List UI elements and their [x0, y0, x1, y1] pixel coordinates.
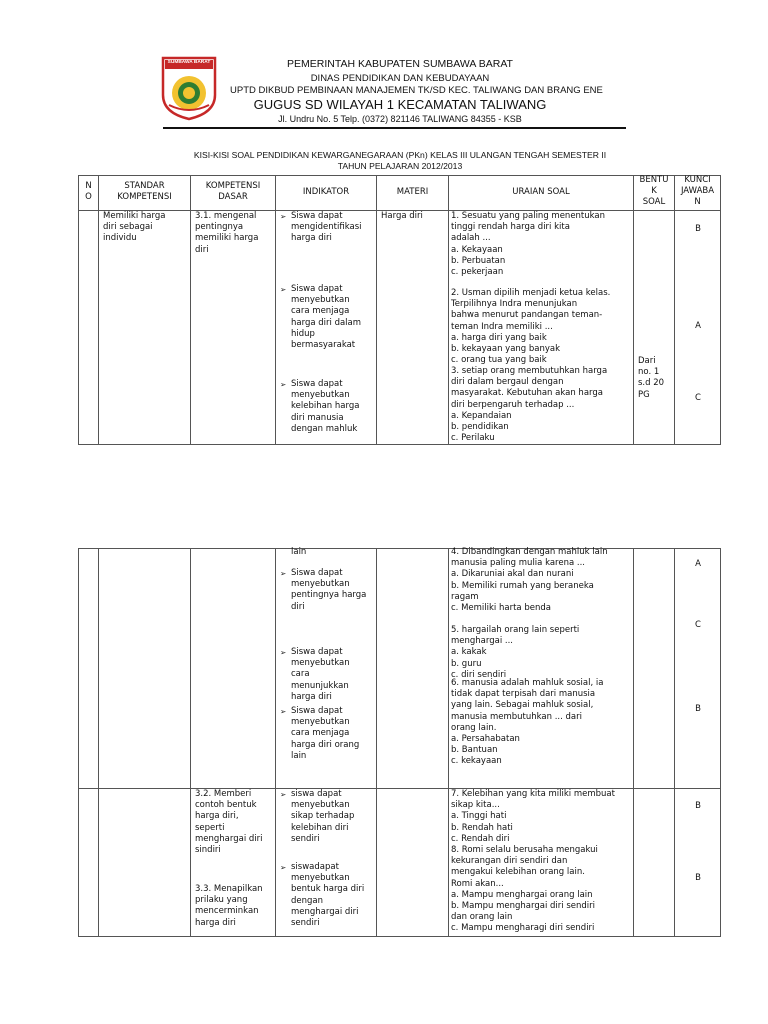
document-title: KISI-KISI SOAL PENDIDIKAN KEWARGANEGARAAN (PKn) KELAS III ULANGAN TENGAH SEMESTER II: [193, 150, 607, 160]
question-4: 4. Dibandingkan dengan mahluk lain manusia paling mulia karena ... a. Dikaruniai akal dan nurani b. Memiliki rumah yang beraneka ragam c. Memiliki harta benda: [451, 547, 608, 614]
answer-key: C: [695, 393, 701, 403]
header-no: N O: [85, 181, 92, 202]
answer-key: B: [695, 224, 701, 234]
bentuk-soal-text: Dari no. 1 s.d 20 PG: [638, 356, 665, 400]
indicator-item: ➢ Siswa dapat mengidentifikasi harga diri: [291, 211, 371, 245]
question-3: 3. setiap orang membutuhkan harga diri dalam bergaul dengan masyarakat. Kebutuhan akan harga diri berpengaruh terhadap ... a. Kepandaian b. pendidikan c. Perilaku: [451, 366, 608, 444]
letterhead-rule: [163, 127, 626, 129]
question-5: 5. hargailah orang lain seperti menghargai ... a. kakak b. guru c. diri sendiri: [451, 625, 580, 680]
answer-key: A: [695, 559, 701, 569]
header-materi: MATERI: [396, 187, 429, 197]
answer-key: B: [695, 704, 701, 714]
question-1: 1. Sesuatu yang paling menentukan tinggi rendah harga diri kita adalah ... a. Kekayaan b. Perbuatan c. pekerjaan: [451, 211, 606, 278]
header-uraian-soal: URAIAN SOAL: [512, 187, 570, 197]
indicator-item: ➢ Siswa dapat menyebutkan cara menjaga harga diri orang lain: [291, 706, 371, 762]
document-year: TAHUN PELAJARAN 2012/2013: [337, 161, 463, 171]
header-kompetensi-dasar: KOMPETENSI DASAR: [205, 181, 261, 202]
indicator-item: ➢ Siswa dapat menyebutkan pentingnya harga diri: [291, 568, 371, 613]
indicator-item: ➢ siswadapat menyebutkan bentuk harga diri dengan menghargai diri sendiri: [291, 862, 371, 929]
indicator-item: ➢ Siswa dapat menyebutkan kelebihan harga diri manusia dengan mahluk: [291, 379, 371, 435]
indicator-item: ➢ siswa dapat menyebutkan sikap terhadap kelebihan diri sendiri: [291, 789, 371, 845]
answer-key: B: [695, 801, 701, 811]
kompetensi-dasar-3-1: 3.1. mengenal pentingnya memiliki harga diri: [195, 211, 259, 255]
question-7: 7. Kelebihan yang kita miliki membuat sikap kita... a. Tinggi hati b. Rendah hati c. Rendah diri: [451, 789, 615, 844]
indicator-item: ➢ Siswa dapat menyebutkan cara menunjukkan harga diri: [291, 647, 371, 703]
indicator-item: ➢ Siswa dapat menyebutkan cara menjaga harga diri dalam hidup bermasyarakat: [291, 284, 371, 351]
answer-key: B: [695, 873, 701, 883]
indicator-continued: lain: [291, 547, 307, 557]
letterhead-line-2: DINAS PENDIDIKAN DAN KEBUDAYAAN: [310, 73, 490, 84]
letterhead-line-1: PEMERINTAH KABUPATEN SUMBAWA BARAT: [287, 58, 513, 70]
standar-kompetensi-text: Memiliki harga diri sebagai individu: [103, 211, 166, 244]
logo-text: SUMBAWA BARAT: [167, 60, 211, 65]
header-kunci-jawaban: KUNCI JAWABA N: [680, 175, 715, 207]
materi-text: Harga diri: [381, 211, 423, 221]
header-standar-kompetensi: STANDAR KOMPETENSI: [117, 181, 172, 202]
question-2: 2. Usman dipilih menjadi ketua kelas. Terpilihnya Indra menunjukan bahwa menurut pandangan teman- teman Indra memiliki ... a. harga diri yang baik b. kekayaan yang banyak c. orang tua yang baik: [451, 288, 611, 366]
letterhead-line-3: UPTD DIKBUD PEMBINAAN MANAJEMEN TK/SD KEC. TALIWANG DAN BRANG ENE: [230, 85, 603, 96]
header-indikator: INDIKATOR: [302, 187, 350, 197]
kompetensi-dasar-3-2: 3.2. Memberi contoh bentuk harga diri, seperti menghargai diri sindiri: [195, 789, 263, 856]
answer-key: A: [695, 321, 701, 331]
letterhead-line-4: GUGUS SD WILAYAH 1 KECAMATAN TALIWANG: [253, 97, 547, 112]
question-8: 8. Romi selalu berusaha mengakui kekurangan diri sendiri dan mengakui kelebihan orang lain. Romi akan... a. Mampu menghargai orang lain b. Mampu menghargai diri sendiri dan orang lain c. Mampu mengharagi diri sendiri: [451, 845, 598, 934]
letterhead-address: Jl. Undru No. 5 Telp. (0372) 821146 TALIWANG 84355 - KSB: [278, 114, 522, 124]
question-6: 6. manusia adalah mahluk sosial, ia tidak dapat terpisah dari manusia yang lain. Sebagai mahluk sosial, manusia membutuhkan ... dari orang lain. a. Persahabatan b. Bantuan c. kekayaan: [451, 678, 604, 767]
kompetensi-dasar-3-3: 3.3. Menapilkan prilaku yang mencerminkan harga diri: [195, 884, 263, 928]
answer-key: C: [695, 620, 701, 630]
header-bentuk-soal: BENTU K SOAL: [639, 175, 669, 207]
